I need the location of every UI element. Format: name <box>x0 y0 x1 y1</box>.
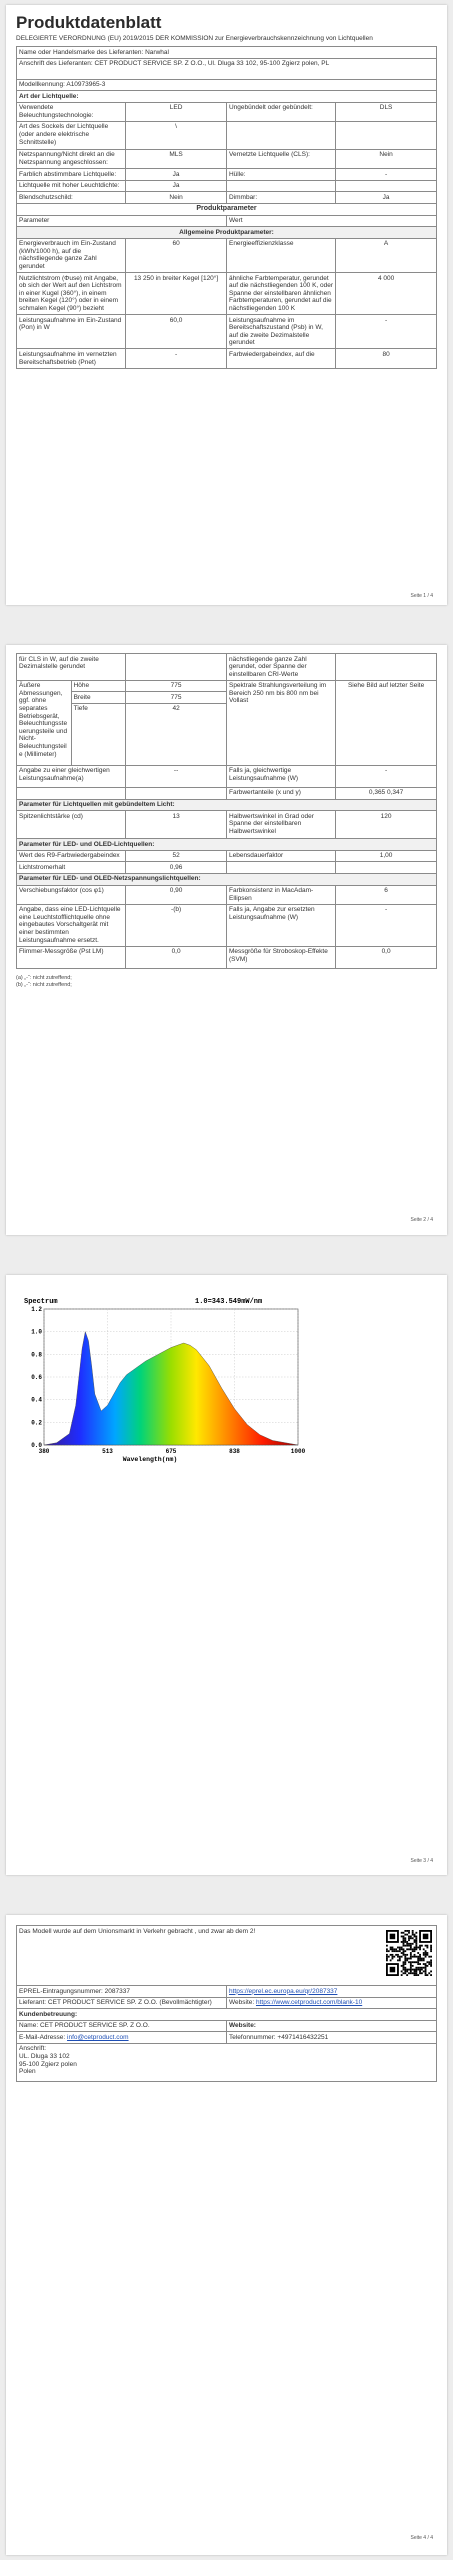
x-tick-label: 513 <box>102 1448 113 1455</box>
directional-heading: Parameter für Lichtquellen mit gebündeltem Licht: <box>17 799 437 811</box>
led-heading: Parameter für LED- und OLED-Lichtquellen: <box>17 839 437 851</box>
website-label: Website: <box>229 1999 255 2007</box>
page-number: Seite 2 / 4 <box>410 1217 433 1223</box>
model-label: Modellkennung: <box>19 81 65 89</box>
address-line: Polen <box>19 2068 36 2076</box>
spectral-value: Siehe Bild auf letzter Seite <box>336 680 437 765</box>
y-tick-label: 0.4 <box>31 1396 42 1404</box>
customer-label: Kundenbetreuung: <box>17 2009 437 2021</box>
x-tick-label: 1000 <box>290 1448 306 1455</box>
x-tick-label: 838 <box>229 1448 240 1455</box>
table-row: Spitzenlichtstärke (cd) 13 Halbwertswinkel in Grad oder Spanne der einstellbaren Halbwertswinkel 120 <box>17 811 437 839</box>
dimensions-label: Äußere Abmessungen, ggf. ohne separates Betriebsgerät, Beleuchtungssteuerungsteile und Nicht-Beleuchtungsteile (Millimeter) <box>17 680 72 765</box>
spectral-label: Spektrale Strahlungsverteilung im Bereich 250 nm bis 800 nm bei Vollast <box>226 680 335 765</box>
x-tick-label: 380 <box>38 1448 50 1455</box>
website2-label: Website: <box>227 2020 437 2032</box>
table-row: Netzspannung/Nicht direkt an die Netzspannung angeschlossen: MLS Vernetzte Lichtquelle (CLS): Nein <box>17 149 437 168</box>
email-link[interactable]: info@cetproduct.com <box>67 2033 129 2041</box>
website-link[interactable]: https://www.cetproduct.com/blank-10 <box>255 1999 363 2007</box>
page-number: Seite 1 / 4 <box>410 593 433 599</box>
parameters-table <box>16 653 437 969</box>
footnote-b: (b) „-“: nicht zutreffend; <box>16 981 72 988</box>
mains-heading: Parameter für LED- und OLED-Netzspannungslichtquellen: <box>17 873 437 885</box>
phone-label: Telefonnummer: <box>229 2033 276 2041</box>
page-4 <box>6 1915 447 2555</box>
params-heading: Produktparameter <box>17 203 437 215</box>
table-row: Nutzlichtstrom (Φuse) mit Angabe, ob sich der Wert auf den Lichtstrom in einer Kugel (360°), in einem breiten Kegel (120°) oder in einem schmalen Kegel (90°) bezieht 13 250 in breiter Kegel [120°] ähnliche Farbtemperatur, gerundet auf die nächstliegenden 100 K, oder Spanne der einstellbaren ähnlichen Farbtemperaturen, gerundet auf die nächstliegenden 100 K 4 000 <box>17 273 437 315</box>
qr-code[interactable] <box>386 1930 432 1976</box>
market-intro: Das Modell wurde auf dem Unionsmarkt in Verkehr gebracht , und zwar ab dem 2! <box>19 1927 256 1935</box>
supplier-value: CET PRODUCT SERVICE SP. Z O.O. (Bevollmächtigter) <box>47 1999 212 2007</box>
supplier-address-value: CET PRODUCT SERVICE SP. Z O.O., Ul. Dluga 33 102, 95-100 Zgierz polen, PL <box>94 60 330 68</box>
table-row: Äußere Abmessungen, ggf. ohne separates Betriebsgerät, Beleuchtungssteuerungsteile und Nicht-Beleuchtungsteile (Millimeter) Höhe 775 Spektrale Strahlungsverteilung im Bereich 250 nm bis 800 nm bei Vollast Siehe Bild auf letzter Seite <box>17 680 437 692</box>
table-row: Angabe zu einer gleichwertigen Leistungsaufnahme(a) -- Falls ja, gleichwertige Leistungsaufnahme (W) - <box>17 765 437 787</box>
page-number: Seite 3 / 4 <box>410 1858 433 1864</box>
trademark-label: Name oder Handelsmarke des Lieferanten: <box>19 48 144 56</box>
general-heading: Allgemeine Produktparameter: <box>17 227 437 239</box>
chart-title: Spectrum <box>24 1298 58 1306</box>
page-2 <box>6 645 447 1235</box>
y-tick-label: 0.0 <box>31 1442 42 1449</box>
eprel-value: 2087337 <box>104 1987 130 1995</box>
table-row: Verschiebungsfaktor (cos φ1) 0,90 Farbkonsistenz in MacAdam-Ellipsen 6 <box>17 885 437 904</box>
y-tick-label: 0.2 <box>31 1419 42 1427</box>
table-row: Energieverbrauch im Ein-Zustand (kWh/1000 h), auf die nächstliegende ganze Zahl gerundet 60 Energieeffizienzklasse A <box>17 238 437 272</box>
phone-value: +4971416432251 <box>277 2033 329 2041</box>
eprel-link[interactable]: https://eprel.ec.europa.eu/qr/2087337 <box>229 1987 338 1995</box>
page-1 <box>6 5 447 605</box>
table-row: Angabe, dass eine LED-Lichtquelle eine Leuchtstofflichtquelle ohne eingebautes Vorschaltgerät mit einer bestimmten Leistungsaufnahme ersetzt. -(b) Falls ja, Angabe zur ersetzten Leistungsaufnahme (W) - <box>17 904 437 946</box>
spectrum-chart <box>20 1295 320 1465</box>
y-tick-label: 0.6 <box>31 1374 42 1381</box>
table-row: Leistungsaufnahme im Ein-Zustand (Pon) in W 60,0 Leistungsaufnahme im Bereitschaftszustand (Psb) in W, auf die zweite Dezimalstelle gerundet - <box>17 315 437 349</box>
table-row: Flimmer-Messgröße (Pst LM) 0,0 Messgröße für Stroboskop-Effekte (SVM) 0,0 <box>17 946 437 968</box>
supplier-table <box>16 46 437 369</box>
address-line: UL. Dluga 33 102 <box>19 2053 70 2061</box>
address-label: Anschrift: <box>19 2045 47 2053</box>
chart-xlabel: Wavelength(nm) <box>122 1456 178 1463</box>
table-row: Verwendete Beleuchtungstechnologie: LED Ungebündelt oder gebündelt: DLS <box>17 102 437 121</box>
table-row: Art des Sockels der Lichtquelle (oder andere elektrische Schnittstelle) \ <box>17 121 437 149</box>
supplier-label: Lieferant: <box>19 1999 47 2007</box>
page-title: Produktdatenblatt <box>16 13 162 32</box>
chart-annotation: 1.0=343.549mW/nm <box>195 1298 263 1306</box>
table-row: Breite 775 <box>17 692 437 704</box>
y-tick-label: 1.2 <box>31 1306 42 1313</box>
footnote-a: (a) „-“: nicht zutreffend; <box>16 974 72 981</box>
eprel-label: EPREL-Eintragungsnummer: <box>19 1987 103 1995</box>
col-value: Wert <box>226 215 436 227</box>
supplier-address-label: Anschrift des Lieferanten: <box>19 60 93 68</box>
model-value: A10973965-3 <box>66 81 106 89</box>
name-label: Name: <box>19 2022 39 2030</box>
x-tick-label: 675 <box>165 1448 177 1455</box>
col-param: Parameter <box>17 215 227 227</box>
table-row: Blendschutzschild: Nein Dimmbar: Ja <box>17 192 437 204</box>
table-row: Tiefe 42 <box>17 703 437 765</box>
page-number: Seite 4 / 4 <box>410 2535 433 2541</box>
name-value: CET PRODUCT SERVICE SP. Z O.O. <box>39 2022 150 2030</box>
y-tick-label: 1.0 <box>31 1328 42 1336</box>
y-tick-label: 0.8 <box>31 1351 42 1359</box>
table-row: Wert des R9-Farbwiedergabeindex 52 Lebensdauerfaktor 1,00 <box>17 850 437 862</box>
continuation-left: für CLS in W, auf die zweite Dezimalstelle gerundet <box>17 654 126 681</box>
trademark-value: Narwhal <box>145 48 169 56</box>
continuation-right: nächstliegende ganze Zahl gerundet, oder Spanne der einstellbaren CRI-Werte <box>226 654 335 681</box>
email-label: E-Mail-Adresse: <box>19 2033 66 2041</box>
table-row: Lichtstromerhalt 0,96 <box>17 862 437 874</box>
table-row: Lichtquelle mit hoher Leuchtdichte: Ja <box>17 180 437 192</box>
page-3 <box>6 1275 447 1875</box>
table-row: Farblich abstimmbare Lichtquelle: Ja Hülle: - <box>17 169 437 181</box>
table-row: Leistungsaufnahme im vernetzten Bereitschaftsbetrieb (Pnet) - Farbwiedergabeindex, auf die 80 <box>17 349 437 368</box>
source-type-label: Art der Lichtquelle: <box>17 91 437 103</box>
address-line: 95-100 Zgierz polen <box>19 2060 77 2068</box>
table-row: Farbwertanteile (x und y) 0,365 0,347 <box>17 787 437 799</box>
contact-table <box>16 1925 437 2082</box>
regulation-text: DELEGIERTE VERORDNUNG (EU) 2019/2015 DER KOMMISSION zur Energieverbrauchskennzeichnung von Lichtquellen <box>16 35 373 42</box>
